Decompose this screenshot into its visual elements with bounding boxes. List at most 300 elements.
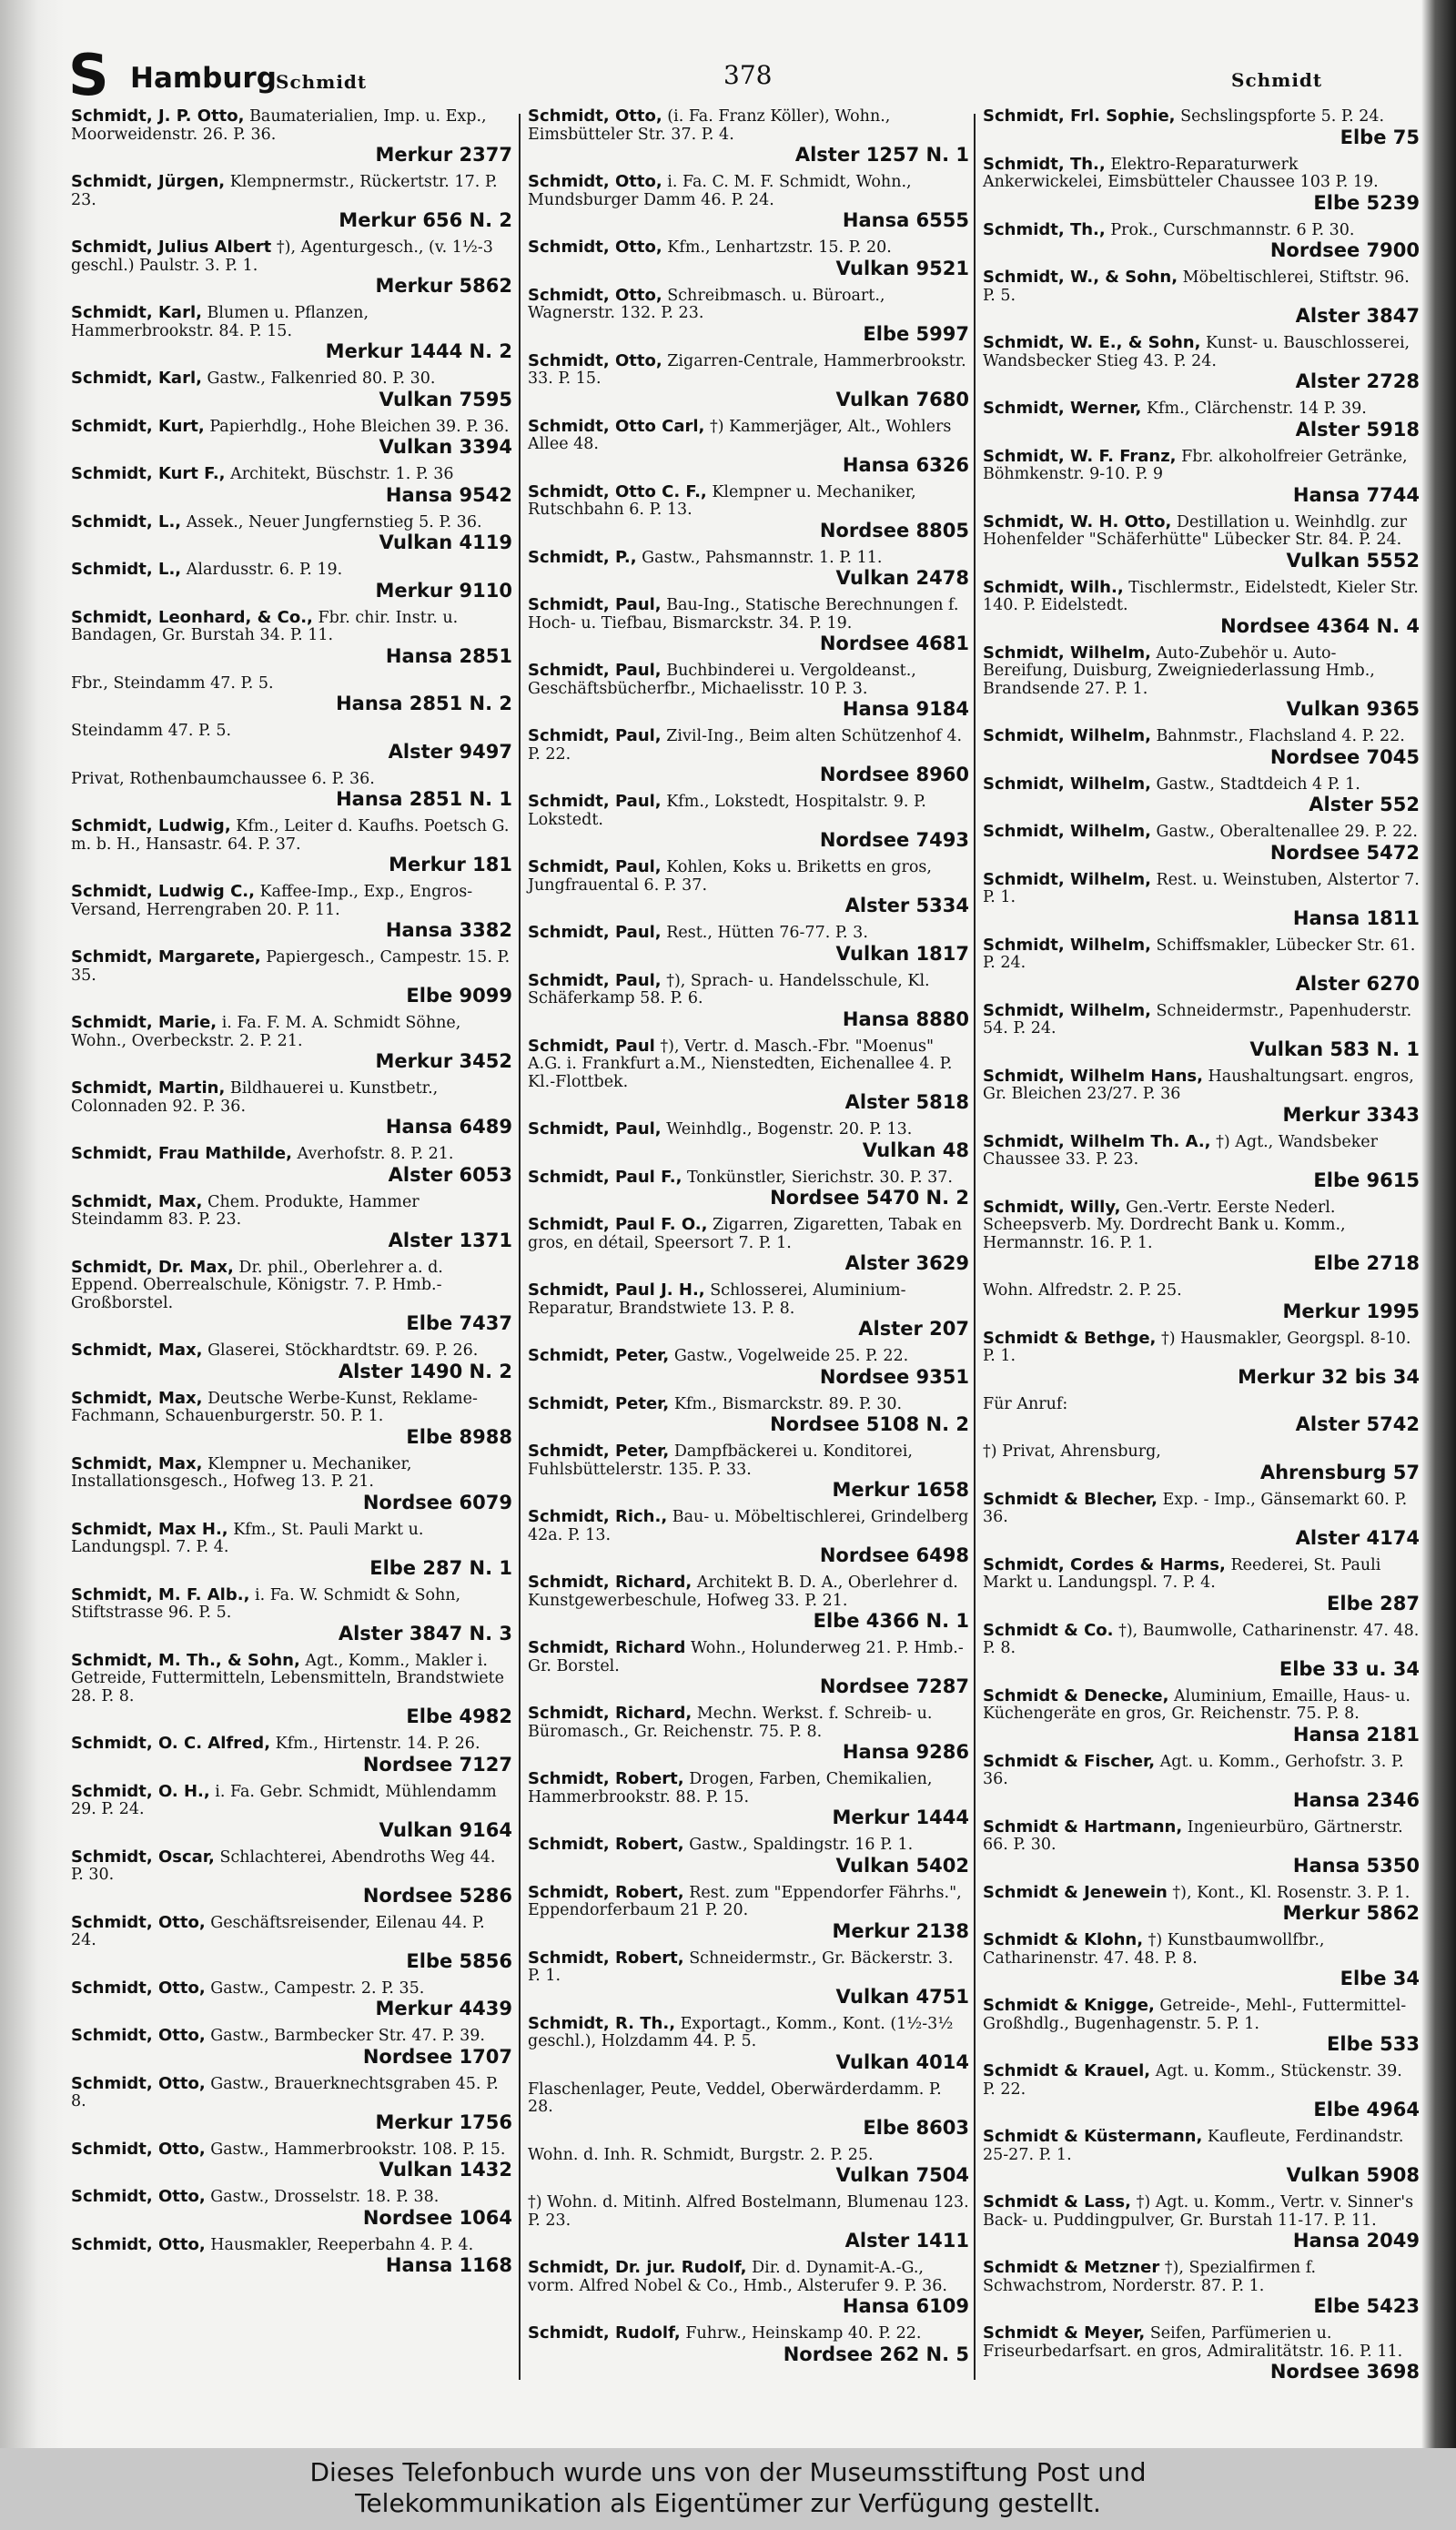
- entry-details: Gastw., Drosselstr. 18. P. 38.: [210, 2188, 440, 2206]
- entry-text-line: [71, 1193, 512, 1230]
- entry-phone-number: Alster 9497: [388, 740, 512, 763]
- entry-name: Schmidt, Wilhelm,: [983, 726, 1151, 745]
- entry-phone-number: Vulkan 3394: [379, 436, 512, 458]
- entry-details: Kfm., Bismarckstr. 89. P. 30.: [673, 1394, 903, 1413]
- entry-phone-number: Merkur 3343: [1282, 1103, 1420, 1126]
- entry-phone-number: Elbe 287 N. 1: [369, 1556, 512, 1579]
- entry-phone-number: Nordsee 5108 N. 2: [770, 1413, 969, 1435]
- entry-text-line: [528, 1836, 969, 1855]
- directory-entry: [71, 1193, 512, 1252]
- entry-text-line: [71, 238, 512, 275]
- entry-name: Schmidt, Paul F.,: [528, 1167, 682, 1187]
- entry-name: Schmidt & Jenewein: [983, 1882, 1168, 1902]
- entry-text-line: [528, 418, 969, 454]
- directory-entry: [71, 1783, 512, 1842]
- entry-name: Schmidt, Max,: [71, 1453, 203, 1473]
- entry-details: Schlosserei, Aluminium-Reparatur, Brandstwiete 13. P. 8.: [528, 1281, 906, 1318]
- entry-phone-number: Alster 1411: [844, 2230, 969, 2252]
- entry-phone-number: Alster 6270: [1295, 972, 1420, 995]
- entry-text-line: [71, 1390, 512, 1426]
- entry-phone-number: Merkur 32 bis 34: [1238, 1365, 1420, 1388]
- entry-details: †), Kont., Kl. Rosenstr. 3. P. 1.: [1172, 1883, 1410, 1902]
- entry-text-line: [983, 823, 1420, 842]
- entry-phone-number: Nordsee 1707: [362, 2045, 512, 2068]
- entry-name: Schmidt, Otto C. F.,: [528, 481, 707, 501]
- entry-phone-number: Alster 1490 N. 2: [338, 1360, 512, 1382]
- entry-details: Agt. u. Komm., Stückenstr. 39. P. 22.: [983, 2062, 1402, 2099]
- entry-details: †) Kunstbaumwollfbr., Catharinenstr. 47. 48. P. 8.: [983, 1931, 1325, 1968]
- entry-name: Schmidt, Otto,: [528, 106, 662, 126]
- entry-details: Fbr. alkoholfreier Getränke, Böhmkenstr. 9-10. P. 9: [983, 447, 1408, 483]
- entry-phone-number: Hansa 6489: [385, 1116, 512, 1138]
- entry-phone-number: Elbe 4366 N. 1: [813, 1610, 969, 1632]
- entry-name: Schmidt, L.,: [71, 560, 182, 579]
- entry-phone-number: Hansa 2851 N. 1: [336, 788, 512, 810]
- directory-entry: [528, 2259, 969, 2318]
- directory-entry: [983, 1002, 1420, 1061]
- entry-details: Dir. d. Dynamit-A.-G., vorm. Alfred Nobel & Co., Hmb., Alsterufer 9. P. 36.: [528, 2259, 947, 2295]
- entry-details: Kfm., Clärchenstr. 14 P. 39.: [1146, 400, 1367, 418]
- entry-details: Mechn. Werkst. f. Schreib- u. Büromasch., Gr. Reichenstr. 75. P. 8.: [528, 1705, 933, 1741]
- directory-entry: [983, 2259, 1420, 2318]
- entry-details: Agt., Komm., Makler i. Getreide, Futtermitteln, Lebensmitteln, Brandstwiete 28. P. 8.: [71, 1651, 505, 1705]
- directory-entry: [528, 924, 969, 966]
- entry-name: Schmidt, Willy,: [983, 1197, 1121, 1217]
- entry-text-line: [528, 662, 969, 698]
- entry-phone-number: Vulkan 9521: [835, 257, 969, 279]
- directory-entry: [71, 1652, 512, 1729]
- entry-details: Klempner u. Mechaniker, Installationsgesch., Hofweg 13. P. 21.: [71, 1454, 412, 1491]
- entry-text-line: [983, 2324, 1420, 2361]
- directory-entry: [71, 2188, 512, 2230]
- entry-text-line: [983, 1281, 1420, 1300]
- entry-text-line: [71, 1259, 512, 1313]
- entry-name: Schmidt, Margarete,: [71, 947, 261, 966]
- entry-text-line: [71, 1014, 512, 1050]
- entry-text-line: [983, 644, 1420, 699]
- entry-text-line: [983, 448, 1420, 484]
- entry-name: Schmidt & Bethge,: [983, 1328, 1157, 1348]
- entry-name: Schmidt, Paul,: [528, 726, 662, 745]
- entry-text-line: [71, 418, 512, 437]
- entry-text-line: [71, 1521, 512, 1557]
- entry-phone-number: Merkur 1444: [832, 1806, 969, 1828]
- directory-entry: [71, 817, 512, 876]
- entry-details: i. Fa. W. Schmidt & Sohn, Stiftstrasse 96. P. 5.: [71, 1585, 461, 1622]
- entry-text-line: [983, 871, 1420, 907]
- entry-name: Schmidt & Klohn,: [983, 1930, 1144, 1949]
- entry-name: Schmidt & Denecke,: [983, 1685, 1169, 1705]
- entry-name: Schmidt, Dr. jur. Rudolf,: [528, 2258, 747, 2277]
- entry-text-line: [983, 268, 1420, 305]
- entry-phone-number: Vulkan 2478: [835, 567, 969, 589]
- entry-text-line: [983, 1931, 1420, 1968]
- entry-details: Dr. phil., Oberlehrer a. d. Eppend. Oberrealschule, Königstr. 7. P. Hmb.-Großborstel.: [71, 1258, 443, 1312]
- entry-details: Bahnmstr., Flachsland 4. P. 22.: [1156, 727, 1405, 745]
- entry-details: Getreide-, Mehl-, Futtermittel-Großhdlg., Bugenhagenstr. 5. P. 1.: [983, 1997, 1407, 2033]
- entry-text-line: [528, 972, 969, 1008]
- entry-phone-number: Hansa 9286: [842, 1741, 969, 1763]
- entry-text-line: [71, 2236, 512, 2255]
- entry-details: i. Fa. F. M. A. Schmidt Söhne, Wohn., Overbeckstr. 2. P. 21.: [71, 1014, 461, 1050]
- directory-entry: [528, 2324, 969, 2366]
- entry-phone-number: Merkur 181: [389, 854, 512, 875]
- entry-phone-number: Vulkan 7595: [379, 388, 512, 410]
- entry-phone-number: Vulkan 5402: [835, 1854, 969, 1877]
- entry-text-line: [983, 1442, 1420, 1462]
- entry-text-line: [71, 817, 512, 854]
- entry-phone-number: Vulkan 4014: [835, 2050, 969, 2073]
- entry-details: Agt. u. Komm., Gerhofstr. 3. P. 36.: [983, 1752, 1404, 1788]
- directory-entry: [528, 287, 969, 346]
- entry-details: †), Baumwolle, Catharinenstr. 47. 48. P. 8.: [983, 1621, 1420, 1657]
- entry-phone-number: Elbe 9099: [406, 985, 512, 1007]
- directory-entry: [71, 2140, 512, 2182]
- directory-entry: [71, 238, 512, 298]
- entry-details: Wohn. Alfredstr. 2. P. 25.: [983, 1281, 1182, 1300]
- entry-phone-number: Hansa 2346: [1292, 1788, 1420, 1811]
- directory-entry: [71, 1014, 512, 1073]
- entry-phone-number: Elbe 5997: [863, 322, 969, 345]
- entry-name: Schmidt, Kurt F.,: [71, 464, 226, 483]
- entry-text-line: [983, 513, 1420, 550]
- directory-entry: [528, 107, 969, 167]
- entry-details: Gen.-Vertr. Eerste Nederl. Scheepsverb. My. Dordrecht Bank u. Komm., Hermannstr. 16. P. 1.: [983, 1198, 1346, 1252]
- entry-phone-number: Vulkan 7504: [835, 2164, 969, 2186]
- entry-text-line: [71, 770, 512, 789]
- entry-details: Haushaltungsart. engros, Gr. Bleichen 23/27. P. 36: [983, 1067, 1414, 1103]
- entry-text-line: [983, 1818, 1420, 1855]
- entry-text-line: [528, 858, 969, 895]
- entry-name: Schmidt, Julius Albert: [71, 238, 272, 257]
- entry-phone-number: Vulkan 5552: [1286, 549, 1420, 572]
- entry-name: Schmidt, Otto,: [71, 2187, 206, 2206]
- entry-text-line: [983, 221, 1420, 240]
- entry-details: Aluminium, Emaille, Haus- u. Küchengeräte en gros, Gr. Reichenstr. 75. P. 8.: [983, 1686, 1410, 1723]
- entry-name: Schmidt, Paul,: [528, 595, 662, 614]
- entry-details: i. Fa. Gebr. Schmidt, Mühlendamm 29. P. 24.: [71, 1782, 497, 1818]
- entry-phone-number: Vulkan 7680: [835, 388, 969, 410]
- entry-details: Reederei, St. Pauli Markt u. Landungspl. 7. P. 4.: [983, 1555, 1381, 1592]
- entry-text-line: [983, 1199, 1420, 1253]
- entry-details: Steindamm 47. P. 5.: [71, 722, 232, 740]
- directory-entry: [71, 1521, 512, 1580]
- entry-details: †) Wohn. d. Mitinh. Alfred Bostelmann, Blumenau 123. P. 23.: [528, 2193, 969, 2230]
- directory-entry: [528, 727, 969, 786]
- entry-text-line: [71, 107, 512, 144]
- entry-name: Schmidt, Wilhelm,: [983, 869, 1151, 889]
- footer-line-1: Dieses Telefonbuch wurde uns von der Museumsstiftung Post und: [309, 2457, 1147, 2487]
- entry-phone-number: Merkur 1756: [375, 2110, 512, 2133]
- directory-entry: [71, 418, 512, 460]
- directory-entry: [528, 1639, 969, 1698]
- entry-text-line: [528, 1347, 969, 1366]
- directory-entry: [71, 2236, 512, 2278]
- entry-details: Glaserei, Stöckhardtstr. 69. P. 26.: [207, 1341, 479, 1360]
- entry-details: Papierhdlg., Hohe Bleichen 39. P. 36.: [209, 417, 510, 436]
- entry-name: Schmidt, Wilhelm,: [983, 822, 1151, 841]
- entry-name: Schmidt, W. H. Otto,: [983, 511, 1172, 531]
- entry-phone-number: Nordsee 7900: [1269, 239, 1420, 261]
- entry-text-line: [983, 1884, 1420, 1903]
- entry-details: Zivil-Ing., Beim alten Schützenhof 4. P. 22.: [528, 727, 963, 764]
- listing-column-2: [528, 107, 969, 2373]
- entry-details: Gastw., Campestr. 2. P. 35.: [210, 1978, 425, 1998]
- entry-name: Schmidt & Knigge,: [983, 1996, 1155, 2015]
- directory-entry: [71, 1390, 512, 1449]
- entry-phone-number: Hansa 7744: [1292, 483, 1420, 506]
- directory-entry: [71, 173, 512, 232]
- page-header: [68, 44, 1333, 107]
- entry-text-line: [528, 1508, 969, 1544]
- entry-name: Schmidt, Wilhelm,: [983, 935, 1151, 955]
- entry-phone-number: Merkur 2377: [375, 144, 512, 166]
- entry-phone-number: Elbe 33 u. 34: [1279, 1657, 1420, 1680]
- entry-phone-number: Alster 5334: [844, 895, 969, 916]
- entry-name: Schmidt, Paul F. O.,: [528, 1215, 708, 1234]
- entry-phone-number: Nordsee 8960: [819, 764, 969, 785]
- entry-text-line: [983, 775, 1420, 794]
- directory-entry: [983, 775, 1420, 817]
- entry-name: Schmidt & Meyer,: [983, 2323, 1146, 2343]
- entry-text-line: [983, 1133, 1420, 1169]
- directory-entry: [528, 173, 969, 232]
- entry-details: Kaffee-Imp., Exp., Engros-Versand, Herrengraben 20. P. 11.: [71, 883, 473, 919]
- entry-details: Klempnermstr., Rückertstr. 17. P. 23.: [71, 173, 498, 209]
- entry-details: †), Sprach- u. Handelsschule, Kl. Schäferkamp 58. P. 6.: [528, 971, 930, 1007]
- entry-phone-number: Alster 3847: [1295, 305, 1420, 327]
- entry-text-line: [528, 1442, 969, 1479]
- entry-details: Gastw., Barmbecker Str. 47. P. 39.: [210, 2027, 485, 2045]
- directory-entry: [983, 1442, 1420, 1484]
- entry-phone-number: Alster 1371: [388, 1229, 512, 1251]
- entry-phone-number: Elbe 5856: [406, 1949, 512, 1972]
- entry-name: Schmidt, Max,: [71, 1341, 203, 1360]
- entry-text-line: [528, 1639, 969, 1675]
- entry-details: Gastw., Hammerbrookstr. 108. P. 15.: [210, 2140, 506, 2159]
- entry-phone-number: Hansa 1168: [385, 2254, 512, 2276]
- entry-details: Chem. Produkte, Hammer Steindamm 83. P. 23.: [71, 1192, 420, 1229]
- entry-phone-number: Merkur 1658: [832, 1479, 969, 1501]
- entry-name: Schmidt, Otto,: [528, 285, 662, 305]
- entry-text-line: [71, 1455, 512, 1492]
- entry-phone-number: Alster 1257 N. 1: [794, 144, 969, 166]
- entry-phone-number: Alster 2728: [1295, 370, 1420, 392]
- entry-phone-number: Nordsee 3698: [1269, 2361, 1420, 2383]
- entry-text-line: [983, 579, 1420, 615]
- entry-phone-number: Hansa 2181: [1292, 1723, 1420, 1746]
- directory-entry: [528, 1949, 969, 2009]
- entry-name: Schmidt, W. F. Franz,: [983, 446, 1177, 466]
- directory-entry: [528, 1395, 969, 1437]
- entry-phone-number: Merkur 3452: [375, 1050, 512, 1072]
- entry-text-line: [71, 1914, 512, 1950]
- directory-entry: [983, 1556, 1420, 1615]
- entry-name: Schmidt & Co.: [983, 1620, 1114, 1640]
- entry-name: Schmidt, Paul J. H.,: [528, 1280, 705, 1300]
- entry-name: Schmidt, Wilhelm,: [983, 1000, 1151, 1020]
- directory-entry: [983, 2128, 1420, 2187]
- entry-name: Schmidt, Marie,: [71, 1013, 217, 1032]
- entry-details: (i. Fa. Franz Köller), Wohn., Eimsbütteler Str. 37. P. 4.: [528, 107, 891, 144]
- directory-entry: [983, 2324, 1420, 2383]
- entry-text-line: [983, 334, 1420, 370]
- entry-text-line: [983, 1002, 1420, 1038]
- entry-phone-number: Nordsee 262 N. 5: [783, 2343, 969, 2365]
- entry-text-line: [528, 238, 969, 258]
- entry-phone-number: Alster 5918: [1295, 418, 1420, 440]
- entry-name: Schmidt, O. H.,: [71, 1781, 210, 1801]
- entry-details: Destillation u. Weinhdlg. zur Hohenfelder "Schäferhütte" Lübecker Str. 84. P. 24.: [983, 512, 1407, 549]
- entry-phone-number: Vulkan 583 N. 1: [1249, 1037, 1420, 1060]
- column-divider: [974, 114, 976, 2380]
- entry-name: Schmidt, L.,: [71, 511, 182, 531]
- entry-name: Schmidt, Richard,: [528, 1573, 693, 1592]
- entry-phone-number: Ahrensburg 57: [1259, 1461, 1420, 1483]
- directory-entry: [528, 662, 969, 721]
- directory-entry: [71, 561, 512, 602]
- entry-name: Schmidt, Oscar,: [71, 1847, 215, 1867]
- entry-phone-number: Elbe 5423: [1313, 2295, 1420, 2317]
- entry-name: Schmidt, Otto,: [71, 2234, 206, 2254]
- entry-text-line: [983, 1556, 1420, 1593]
- entry-details: Dampfbäckerei u. Konditorei, Fuhlsbüttelerstr. 135. P. 33.: [528, 1442, 913, 1479]
- entry-phone-number: Merkur 9110: [375, 579, 512, 602]
- entry-phone-number: Nordsee 5472: [1269, 841, 1420, 864]
- directory-entry: [528, 972, 969, 1031]
- directory-entry: [983, 448, 1420, 507]
- entry-text-line: [528, 483, 969, 520]
- entry-name: Schmidt & Metzner: [983, 2258, 1160, 2277]
- entry-name: Schmidt, Th.,: [983, 154, 1106, 174]
- directory-entry: [71, 2027, 512, 2069]
- directory-entry: [528, 2193, 969, 2252]
- entry-details: †) Agt., Wandsbeker Chaussee 33. P. 23.: [983, 1132, 1379, 1169]
- directory-entry: [983, 579, 1420, 638]
- entry-details: Kfm., Hirtenstr. 14. P. 26.: [275, 1735, 480, 1753]
- entry-name: Schmidt, O. C. Alfred,: [71, 1734, 271, 1753]
- directory-entry: [983, 1068, 1420, 1127]
- entry-text-line: [983, 1997, 1420, 2033]
- entry-text-line: [528, 2193, 969, 2230]
- entry-text-line: [983, 1068, 1420, 1104]
- entry-details: Geschäftsreisender, Eilenau 44. P. 24.: [71, 1913, 485, 1949]
- directory-entry: [528, 1508, 969, 1567]
- entry-text-line: [983, 1753, 1420, 1789]
- entry-details: Klempner u. Mechaniker, Rutschbahn 6. P. 13.: [528, 482, 916, 519]
- directory-entry: [528, 1216, 969, 1275]
- entry-text-line: [528, 1884, 969, 1920]
- entry-text-line: [71, 1079, 512, 1116]
- entry-details: Averhofstr. 8. P. 21.: [297, 1145, 454, 1163]
- entry-text-line: [528, 793, 969, 829]
- entry-details: Gastw., Vogelweide 25. P. 22.: [673, 1347, 909, 1365]
- entry-phone-number: Vulkan 1817: [835, 942, 969, 965]
- entry-name: Schmidt, Rudolf,: [528, 2323, 681, 2343]
- entry-text-line: [528, 1574, 969, 1610]
- entry-phone-number: Merkur 656 N. 2: [339, 209, 512, 231]
- directory-entry: [983, 1133, 1420, 1192]
- footer-notice: [0, 2448, 1456, 2530]
- entry-phone-number: Hansa 2049: [1292, 2230, 1420, 2252]
- directory-entry: [71, 1455, 512, 1514]
- page-number: 378: [723, 60, 773, 90]
- entry-details: Kfm., St. Pauli Markt u. Landungspl. 7. P. 4.: [71, 1520, 424, 1556]
- entry-phone-number: Alster 3629: [844, 1252, 969, 1274]
- entry-details: Exp. - Imp., Gänsemarkt 60. P. 36.: [983, 1490, 1408, 1526]
- entry-name: Schmidt, Otto,: [528, 172, 662, 191]
- entry-phone-number: Merkur 4439: [375, 1998, 512, 2019]
- entry-details: Alardusstr. 6. P. 19.: [186, 561, 343, 579]
- entry-text-line: [71, 1783, 512, 1819]
- entry-phone-number: Nordsee 8805: [819, 519, 969, 541]
- entry-phone-number: Hansa 2851 N. 2: [336, 693, 512, 714]
- entry-name: Schmidt, Otto,: [71, 1912, 206, 1932]
- directory-entry: [983, 727, 1420, 769]
- entry-details: Gastw., Pahsmannstr. 1. P. 11.: [642, 548, 883, 567]
- entry-text-line: [71, 1145, 512, 1164]
- directory-entry: [71, 722, 512, 764]
- entry-phone-number: Elbe 8988: [406, 1425, 512, 1448]
- entry-text-line: [71, 304, 512, 340]
- directory-entry: [528, 858, 969, 917]
- entry-name: Schmidt, Max H.,: [71, 1519, 228, 1539]
- entry-phone-number: Nordsee 1064: [362, 2206, 512, 2229]
- entry-name: Schmidt, Richard,: [528, 1704, 693, 1723]
- directory-entry: [71, 1145, 512, 1187]
- entry-text-line: [71, 1586, 512, 1623]
- directory-entry: [528, 1705, 969, 1764]
- entry-details: Fbr., Steindamm 47. P. 5.: [71, 673, 274, 693]
- entry-name: Schmidt, Peter,: [528, 1346, 670, 1365]
- entry-name: Schmidt, Paul,: [528, 923, 662, 942]
- entry-details: Blumen u. Pflanzen, Hammerbrookstr. 84. P. 15.: [71, 304, 369, 340]
- entry-details: Architekt, Büschstr. 1. P. 36: [230, 465, 454, 483]
- entry-name: Schmidt, Otto,: [71, 2139, 206, 2159]
- entry-name: Schmidt, Ludwig C.,: [71, 882, 255, 901]
- entry-details: Gastw., Brauerknechtsgraben 45. P. 8.: [71, 2074, 499, 2110]
- entry-phone-number: Nordsee 5470 N. 2: [770, 1187, 969, 1209]
- entry-details: Kfm., Lenhartzstr. 15. P. 20.: [667, 238, 892, 257]
- entry-name: Schmidt, Robert,: [528, 1835, 684, 1854]
- entry-details: Auto-Zubehör u. Auto-Bereifung, Duisburg, Zweigniederlassung Hmb., Brandsende 27. P. 1.: [983, 643, 1375, 698]
- entry-phone-number: Merkur 2138: [832, 1919, 969, 1942]
- entry-phone-number: Vulkan 5908: [1286, 2164, 1420, 2186]
- entry-details: †) Privat, Ahrensburg,: [983, 1442, 1161, 1461]
- entry-name: Schmidt, P.,: [528, 547, 637, 567]
- entry-details: Kfm., Lokstedt, Hospitalstr. 9. P. Lokstedt.: [528, 793, 926, 829]
- directory-entry: [528, 418, 969, 477]
- entry-phone-number: Elbe 7437: [406, 1312, 512, 1334]
- entry-phone-number: Nordsee 4364 N. 4: [1220, 614, 1420, 637]
- directory-entry: [71, 1848, 512, 1908]
- directory-entry: [983, 936, 1420, 996]
- directory-entry: [983, 1931, 1420, 1990]
- directory-entry: [71, 1586, 512, 1645]
- directory-entry: [983, 268, 1420, 328]
- entry-details: Rest., Hütten 76-77. P. 3.: [666, 924, 868, 942]
- entry-text-line: [71, 883, 512, 919]
- entry-text-line: [528, 2259, 969, 2295]
- directory-entry: [528, 2015, 969, 2074]
- entry-phone-number: Hansa 8880: [842, 1007, 969, 1030]
- entry-name: Schmidt, Otto,: [71, 2026, 206, 2045]
- entry-text-line: [71, 2027, 512, 2046]
- directory-entry: [983, 1622, 1420, 1681]
- entry-text-line: [71, 561, 512, 580]
- entry-text-line: [528, 173, 969, 209]
- entry-phone-number: Nordsee 7045: [1269, 745, 1420, 768]
